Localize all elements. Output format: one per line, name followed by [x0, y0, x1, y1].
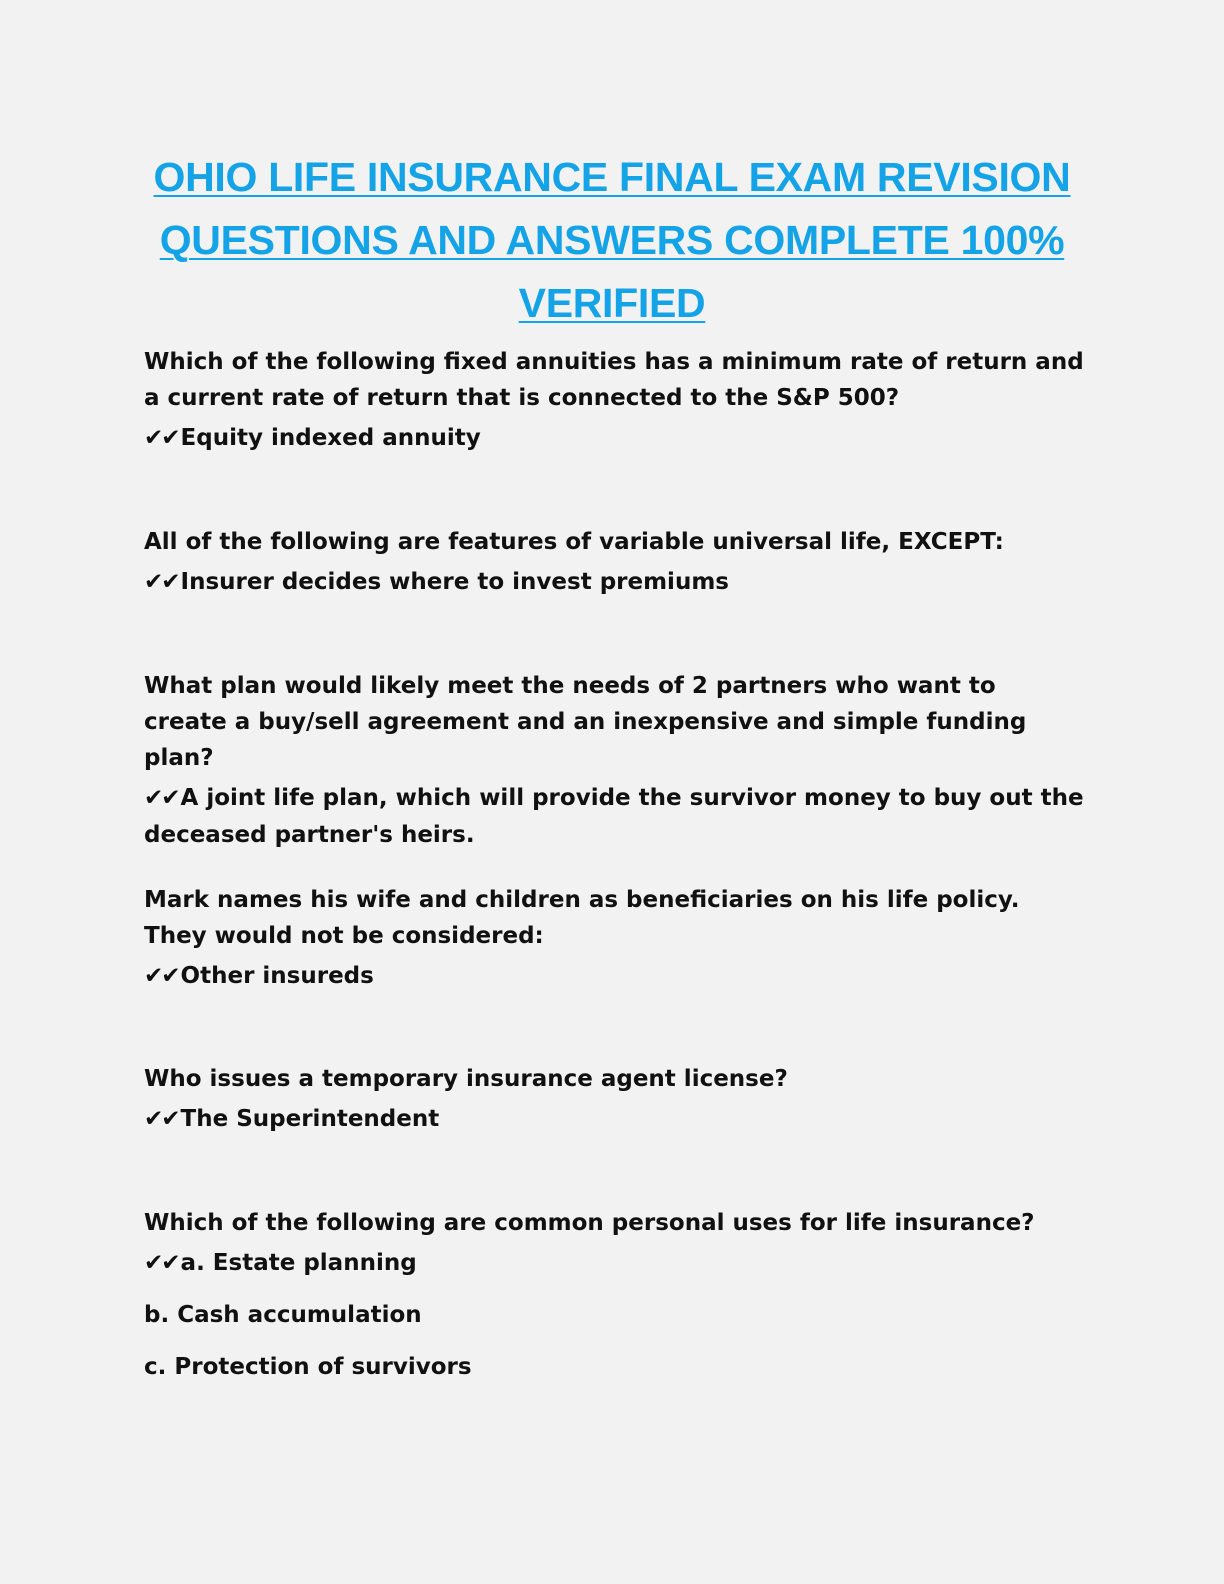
- answer-text: ✔✔The Superintendent: [144, 1101, 1084, 1138]
- title-line-3: VERIFIED: [518, 280, 706, 326]
- answer-text: ✔✔Other insureds: [144, 958, 1084, 995]
- title-line-1: OHIO LIFE INSURANCE FINAL EXAM REVISION: [153, 154, 1071, 200]
- qa-item-6: [144, 1205, 1084, 1386]
- answer-text: ✔✔Equity indexed annuity: [144, 420, 1084, 457]
- double-check-icon: ✔✔: [144, 425, 179, 451]
- qa-item-3: [144, 668, 1084, 854]
- title-line-2: QUESTIONS AND ANSWERS COMPLETE 100%: [159, 217, 1065, 263]
- double-check-icon: ✔✔: [144, 785, 179, 811]
- question-text: All of the following are features of variable universal life, EXCEPT:: [144, 529, 1004, 555]
- double-check-icon: ✔✔: [144, 1106, 179, 1132]
- answer-text: ✔✔Insurer decides where to invest premiums: [144, 564, 1084, 601]
- question-text: Which of the following are common personal uses for life insurance?: [144, 1210, 1035, 1236]
- answer-option: b. Cash accumulation: [144, 1302, 422, 1328]
- question-text: Who issues a temporary insurance agent license?: [144, 1066, 788, 1092]
- question-text: Mark names his wife and children as beneficiaries on his life policy. They would not be considered:: [144, 887, 1020, 949]
- answer-text: ✔✔A joint life plan, which will provide the survivor money to buy out the deceased partner's heirs.: [144, 780, 1084, 854]
- qa-item-1: [144, 344, 1084, 457]
- question-text: What plan would likely meet the needs of 2 partners who want to create a buy/sell agreement and an inexpensive and simple funding plan?: [144, 673, 1027, 771]
- double-check-icon: ✔✔: [144, 569, 179, 595]
- qa-item-5: [144, 1061, 1084, 1138]
- answer-text: ✔✔a. Estate planning: [144, 1245, 1084, 1282]
- double-check-icon: ✔✔: [144, 1250, 179, 1276]
- answer-option: c. Protection of survivors: [144, 1354, 472, 1380]
- double-check-icon: ✔✔: [144, 963, 179, 989]
- question-text: Which of the following fixed annuities has a minimum rate of return and a current rate of return that is connected to the S&P 500?: [144, 349, 1084, 411]
- document-title: [120, 146, 1104, 335]
- qa-item-4: [144, 882, 1084, 995]
- qa-item-2: [144, 524, 1084, 601]
